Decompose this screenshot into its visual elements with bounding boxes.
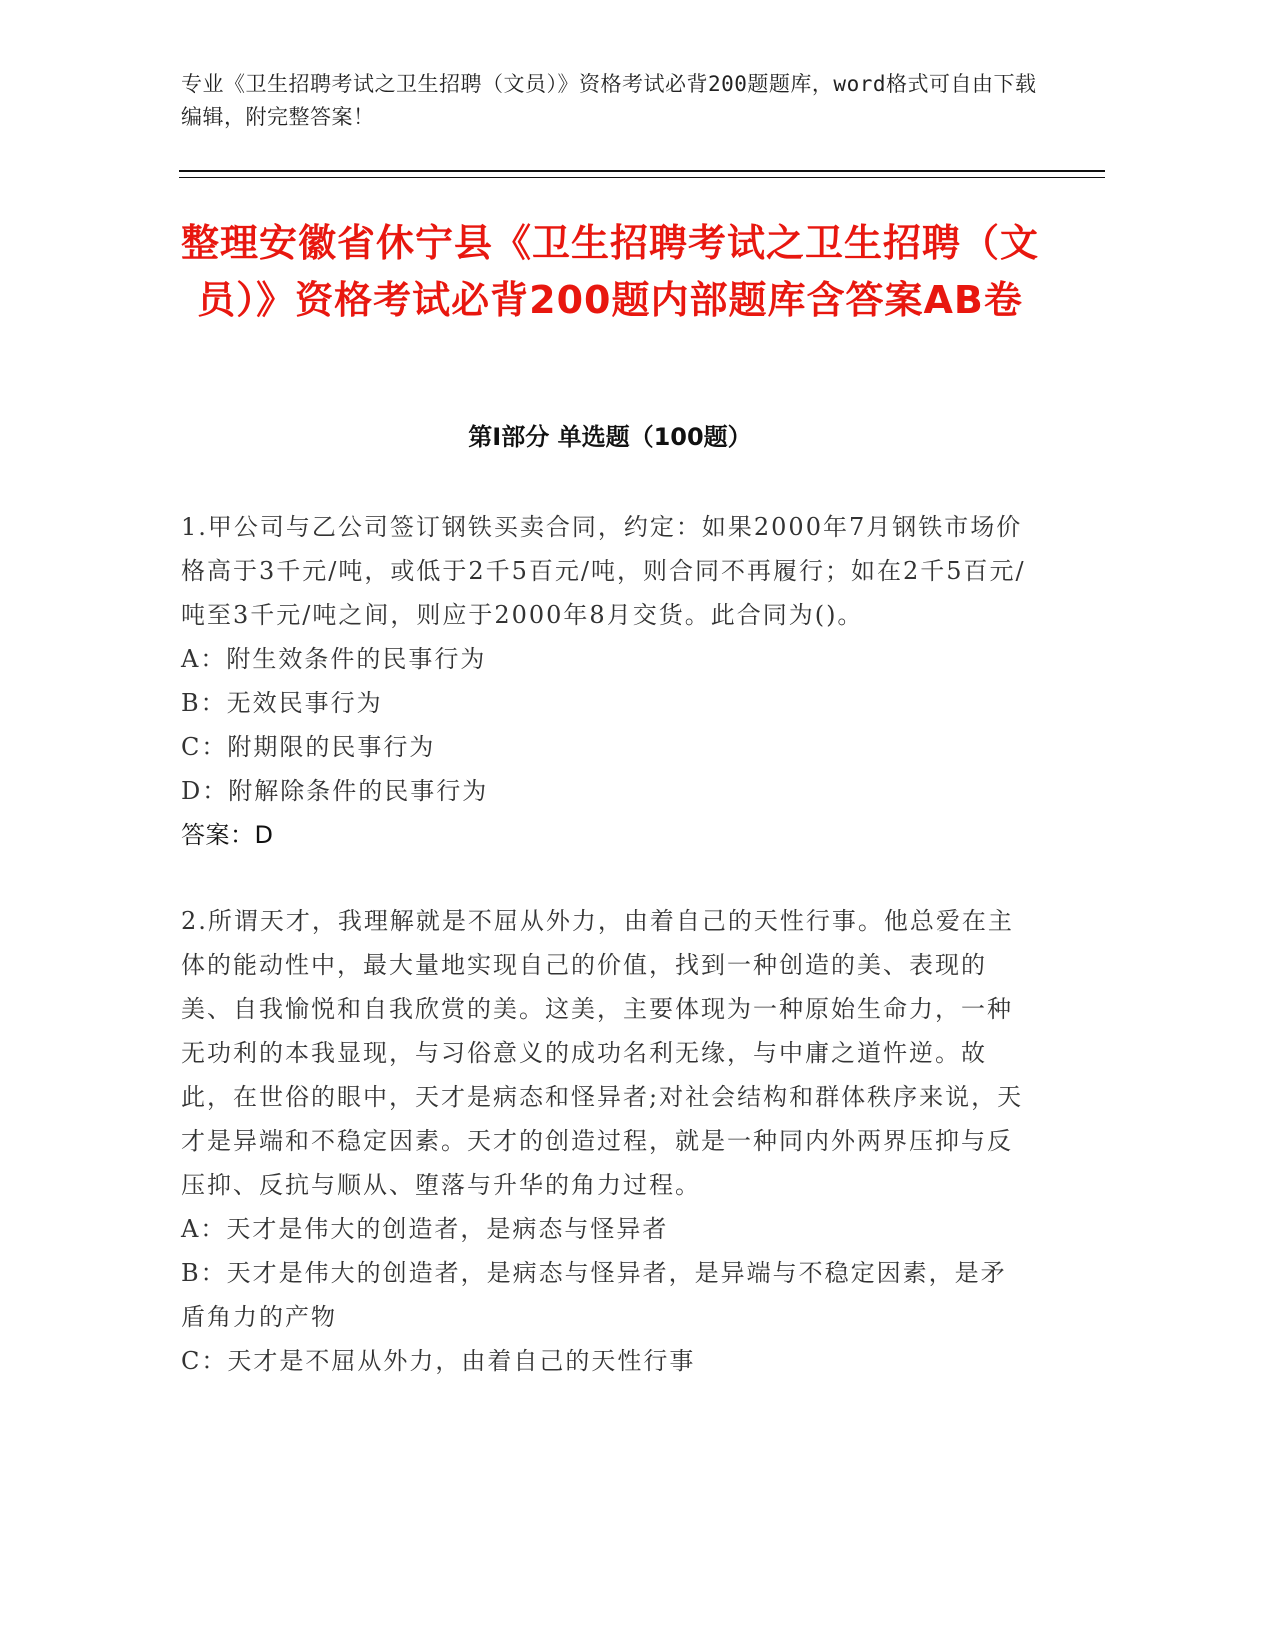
option-c: C：天才是不屈从外力，由着自己的天性行事 [181, 1347, 696, 1375]
document-title: 整理安徽省休宁县《卫生招聘考试之卫生招聘（文员）》资格考试必背200题内部题库含答案AB卷 [180, 221, 1039, 322]
header-rule-thin [179, 177, 1105, 178]
option-a: A：附生效条件的民事行为 [181, 645, 487, 673]
answer-line: 答案：D [181, 821, 274, 849]
question-1 [181, 505, 1031, 857]
section-title: 第Ⅰ部分 单选题（100题） [468, 423, 752, 451]
question-text: 2.所谓天才，我理解就是不屈从外力，由着自己的天性行事。他总爱在主体的能动性中，最大量地实现自己的价值，找到一种创造的美、表现的美、自我愉悦和自我欣赏的美。这美，主要体现为一种原始生命力，一种无功利的本我显现，与习俗意义的成功名利无缘，与中庸之道忤逆。故此，在世俗的眼中，天才是病态和怪异者;对社会结构和群体秩序来说，天才是异端和不稳定因素。天才的创造过程，就是一种同内外两界压抑与反压抑、反抗与顺从、堕落与升华的角力过程。 [181, 907, 1024, 1199]
option-b: B：天才是伟大的创造者，是病态与怪异者，是异端与不稳定因素，是矛盾角力的产物 [181, 1259, 1007, 1331]
option-c: C：附期限的民事行为 [181, 733, 436, 761]
header-rule-thick [179, 170, 1105, 172]
header-note: 专业《卫生招聘考试之卫生招聘（文员）》资格考试必背200题题库，word格式可自由下载编辑，附完整答案！ [181, 72, 1037, 129]
question-list [181, 505, 1031, 1383]
option-a: A：天才是伟大的创造者，是病态与怪异者 [181, 1215, 669, 1243]
question-2 [181, 899, 1031, 1383]
option-d: D：附解除条件的民事行为 [181, 777, 489, 805]
option-b: B：无效民事行为 [181, 689, 383, 717]
question-text: 1.甲公司与乙公司签订钢铁买卖合同，约定：如果2000年7月钢铁市场价格高于3千元/吨，或低于2千5百元/吨，则合同不再履行；如在2千5百元/吨至3千元/吨之间，则应于2000年8月交货。此合同为()。 [181, 513, 1026, 629]
